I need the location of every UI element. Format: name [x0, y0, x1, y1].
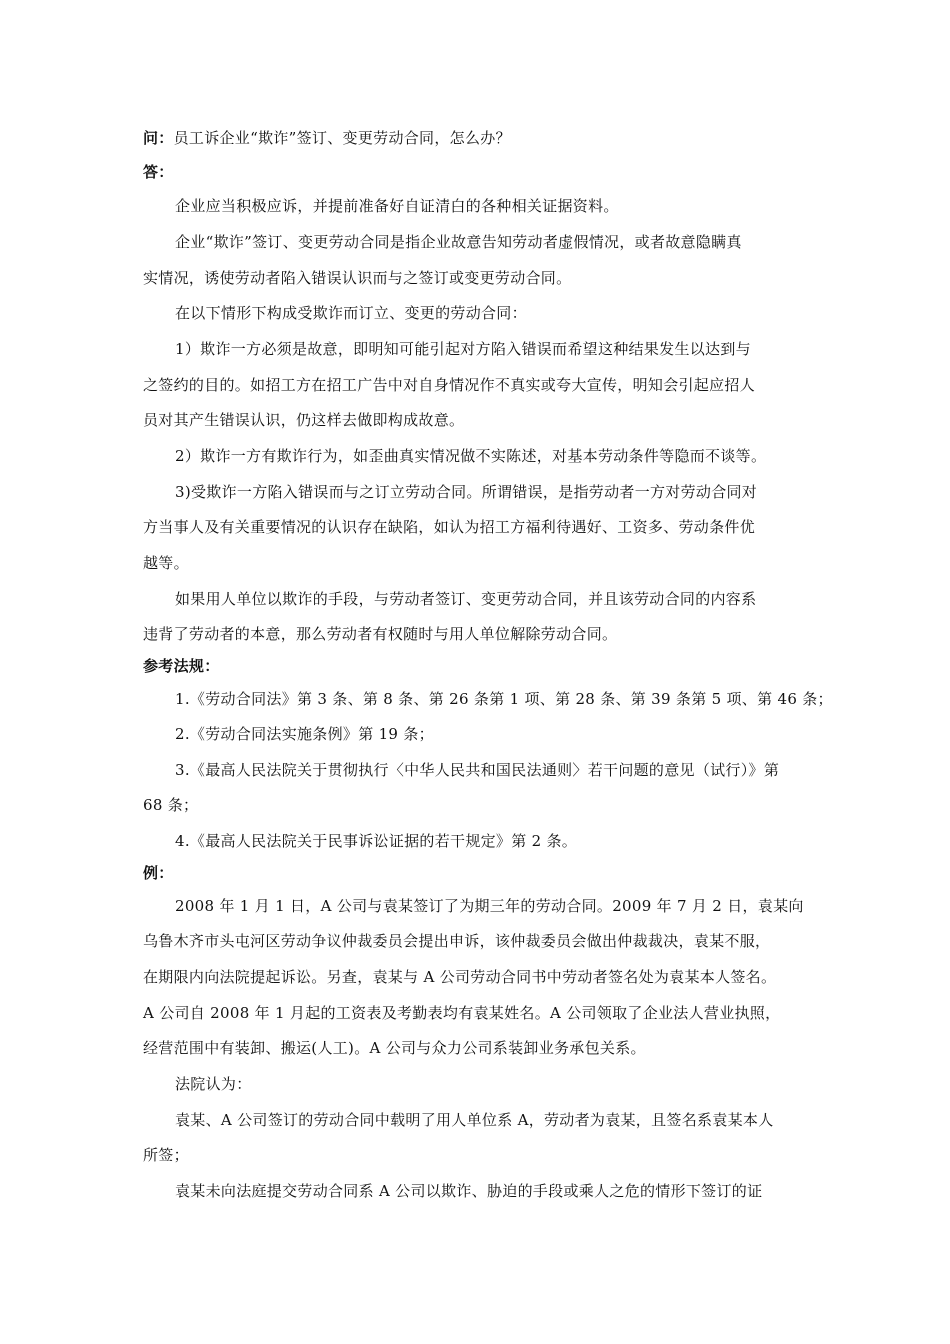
question-text: 员工诉企业“欺诈”签订、变更劳动合同，怎么办？ [173, 129, 511, 147]
example-line: 所签； [143, 1146, 189, 1164]
answer-line: 之签约的目的。如招工方在招工广告中对自身情况作不真实或夸大宣传，明知会引起应招人 [143, 376, 756, 394]
answer-line: 企业“欺诈”签订、变更劳动合同是指企业故意告知劳动者虚假情况，或者故意隐瞒真 [175, 233, 742, 251]
example-line: 2008 年 1 月 1 日，A 公司与袁某签订了为期三年的劳动合同。2009 年 7 月 2 日，袁某向 [175, 897, 804, 915]
example-line: 经营范围中有装卸、搬运(人工)。A 公司与众力公司系装卸业务承包关系。 [143, 1039, 646, 1057]
example-line: A 公司自 2008 年 1 月起的工资表及考勤表均有袁某姓名。A 公司领取了企业法人营业执照， [143, 1004, 781, 1022]
reference-line: 3.《最高人民法院关于贯彻执行〈中华人民共和国民法通则〉若干问题的意见（试行）》第 [175, 761, 780, 779]
example-line: 袁某、A 公司签订的劳动合同中载明了用人单位系 A，劳动者为袁某，且签名系袁某本人 [175, 1111, 774, 1129]
answer-line: 实情况，诱使劳动者陷入错误认识而与之签订或变更劳动合同。 [143, 269, 572, 287]
answer-line: 2）欺诈一方有欺诈行为，如歪曲真实情况做不实陈述，对基本劳动条件等隐而不谈等。 [175, 447, 767, 465]
references-heading: 参考法规： [143, 657, 220, 675]
answer-line: 违背了劳动者的本意，那么劳动者有权随时与用人单位解除劳动合同。 [143, 625, 618, 643]
answer-line: 3)受欺诈一方陷入错误而与之订立劳动合同。所谓错误，是指劳动者一方对劳动合同对 [175, 483, 758, 501]
question-line [143, 128, 511, 148]
reference-line: 1.《劳动合同法》第 3 条、第 8 条、第 26 条第 1 项、第 28 条、第 39 条第 5 项、第 46 条； [175, 690, 833, 708]
answer-line: 企业应当积极应诉，并提前准备好自证清白的各种相关证据资料。 [175, 197, 619, 215]
answer-heading: 答： [143, 163, 174, 181]
answer-line: 越等。 [143, 554, 189, 572]
example-line: 在期限内向法院提起诉讼。另查，袁某与 A 公司劳动合同书中劳动者签名处为袁某本人签名。 [143, 968, 777, 986]
answer-line: 在以下情形下构成受欺诈而订立、变更的劳动合同： [175, 304, 527, 322]
reference-line: 2.《劳动合同法实施条例》第 19 条； [175, 725, 434, 743]
answer-line: 1）欺诈一方必须是故意，即明知可能引起对方陷入错误而希望这种结果发生以达到与 [175, 340, 751, 358]
reference-line: 4.《最高人民法院关于民事诉讼证据的若干规定》第 2 条。 [175, 832, 578, 850]
example-line: 法院认为： [175, 1075, 252, 1093]
answer-line: 方当事人及有关重要情况的认识存在缺陷，如认为招工方福利待遇好、工资多、劳动条件优 [143, 518, 756, 536]
answer-line: 员对其产生错误认识，仍这样去做即构成故意。 [143, 411, 465, 429]
answer-line: 如果用人单位以欺诈的手段，与劳动者签订、变更劳动合同，并且该劳动合同的内容系 [175, 590, 757, 608]
reference-line: 68 条； [143, 796, 199, 814]
example-heading: 例： [143, 864, 174, 882]
question-label: 问： [143, 129, 174, 147]
example-line: 乌鲁木齐市头屯河区劳动争议仲裁委员会提出申诉，该仲裁委员会做出仲裁裁决，袁某不服， [143, 932, 771, 950]
example-line: 袁某未向法庭提交劳动合同系 A 公司以欺诈、胁迫的手段或乘人之危的情形下签订的证 [175, 1182, 763, 1200]
